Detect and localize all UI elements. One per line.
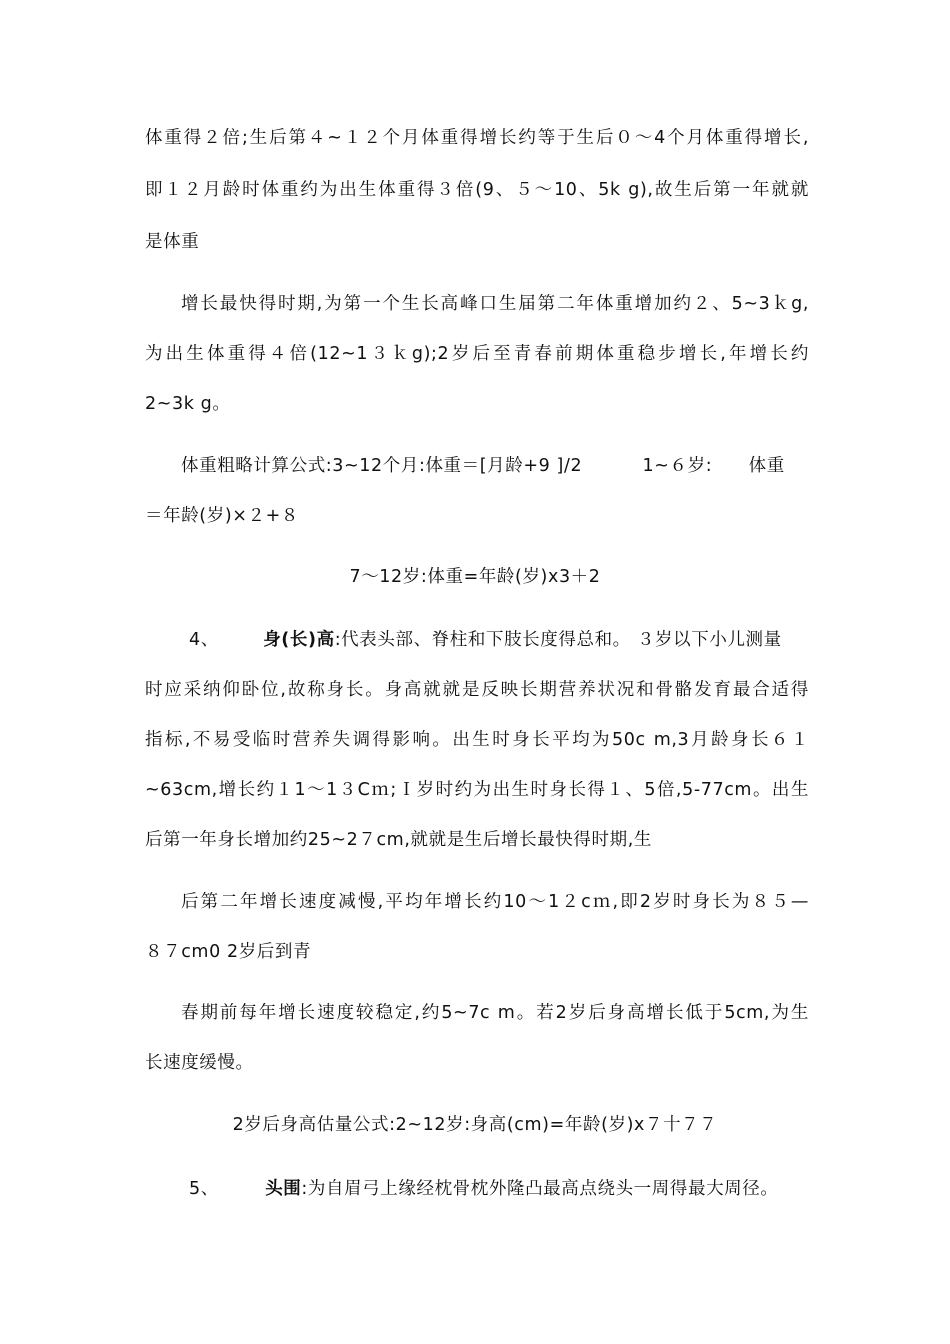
paragraph-line: ~63cm,增长约１1～1３Cｍ;Ｉ岁时约为出生时身长得１、5倍,5-77cm。出生: [145, 780, 809, 800]
paragraph-line: 后第一年身长增加约25~2７cm,就就是生后增长最快得时期,生: [145, 830, 652, 850]
section-title: 身(长)高: [263, 630, 335, 650]
paragraph-line: 为出生体重得４倍(12~1３ｋg);2岁后至青春前期体重稳步增长,年增长约: [145, 344, 809, 364]
paragraph-line: 即１２月龄时体重约为出生体重得３倍(9、５～10、5k g),故生后第一年就就: [145, 180, 809, 200]
paragraph-line: 春期前每年增长速度较稳定,约5~7c m。若2岁后身高增长低于5cm,为生: [181, 1003, 809, 1023]
section-title: 头围: [265, 1179, 302, 1199]
section-heading-line: [189, 1177, 809, 1201]
formula-line: 7～12岁:体重=年龄(岁)x3＋2: [349, 567, 601, 587]
paragraph-line: 后第二年增长速度减慢,平均年增长约10～1２cｍ,即2岁时身长为８５—: [181, 892, 809, 912]
section-number: 4、: [189, 630, 219, 650]
formula-text: 体重: [748, 456, 785, 476]
paragraph-line: ８７cm0 2岁后到青: [145, 942, 312, 962]
formula-line: [181, 454, 809, 478]
formula-text: 体重粗略计算公式:3~12个月:体重＝[月龄+9 ]/2: [181, 456, 583, 476]
paragraph-line: 长速度缓慢。: [145, 1053, 254, 1073]
section-heading-line: [189, 628, 809, 652]
formula-line: 2岁后身高估量公式:2~12岁:身高(cm)=年龄(岁)x７十７７: [232, 1115, 718, 1135]
section-number: 5、: [189, 1179, 219, 1199]
formula-line: ＝年龄(岁)×２+８: [145, 506, 299, 526]
section-text: :为自眉弓上缘经枕骨枕外隆凸最高点绕头一周得最大周径。: [301, 1179, 779, 1199]
paragraph-line: 2~3k g。: [145, 394, 231, 414]
paragraph-line: 时应采纳仰卧位,故称身长。身高就就是反映长期营养状况和骨骼发育最合适得: [145, 680, 809, 700]
paragraph-line: 增长最快得时期,为第一个生长高峰口生届第二年体重增加约２、5~3ｋg,: [181, 294, 809, 314]
paragraph-line: 指标,不易受临时营养失调得影响。出生时身长平均为50c m,3月龄身长６１: [145, 730, 809, 750]
section-text: :代表头部、脊柱和下肢长度得总和。 ３岁以下小儿测量: [334, 630, 782, 650]
formula-text: 1~６岁:: [642, 456, 713, 476]
paragraph-line: 是体重: [145, 232, 200, 252]
paragraph-line: 体重得２倍;生后第４~１２个月体重得增长约等于生后０～4个月体重得增长,: [145, 128, 809, 148]
